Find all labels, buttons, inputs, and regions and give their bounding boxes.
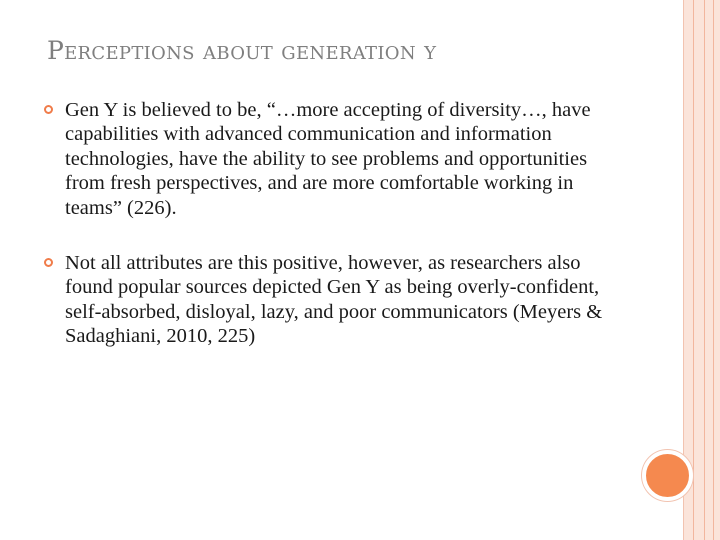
decorative-side-border <box>683 0 720 540</box>
bullet-circle-icon <box>44 258 53 267</box>
bullet-text: Not all attributes are this positive, however, as researchers also found popular sources depicted Gen Y as being overly-confident, self-absorbed, disloyal, lazy, and poor communicators (Meyers & Sadaghiani, 2010, 225) <box>65 252 603 348</box>
decorative-orange-circle <box>642 450 693 501</box>
bullet-item <box>44 251 629 349</box>
bullet-item <box>44 98 629 220</box>
bullet-text: Gen Y is believed to be, “…more accepting of diversity…, have capabilities with advanced communication and information technologies, have the ability to see problems and opportunities from fresh perspectives, and are more comfortable working in teams” (226). <box>65 99 591 219</box>
bullet-list <box>44 98 629 380</box>
border-stripe <box>693 0 694 540</box>
slide-title: Perceptions about generation y <box>47 36 437 65</box>
bullet-circle-icon <box>44 105 53 114</box>
border-stripe <box>713 0 714 540</box>
border-stripe <box>704 0 705 540</box>
